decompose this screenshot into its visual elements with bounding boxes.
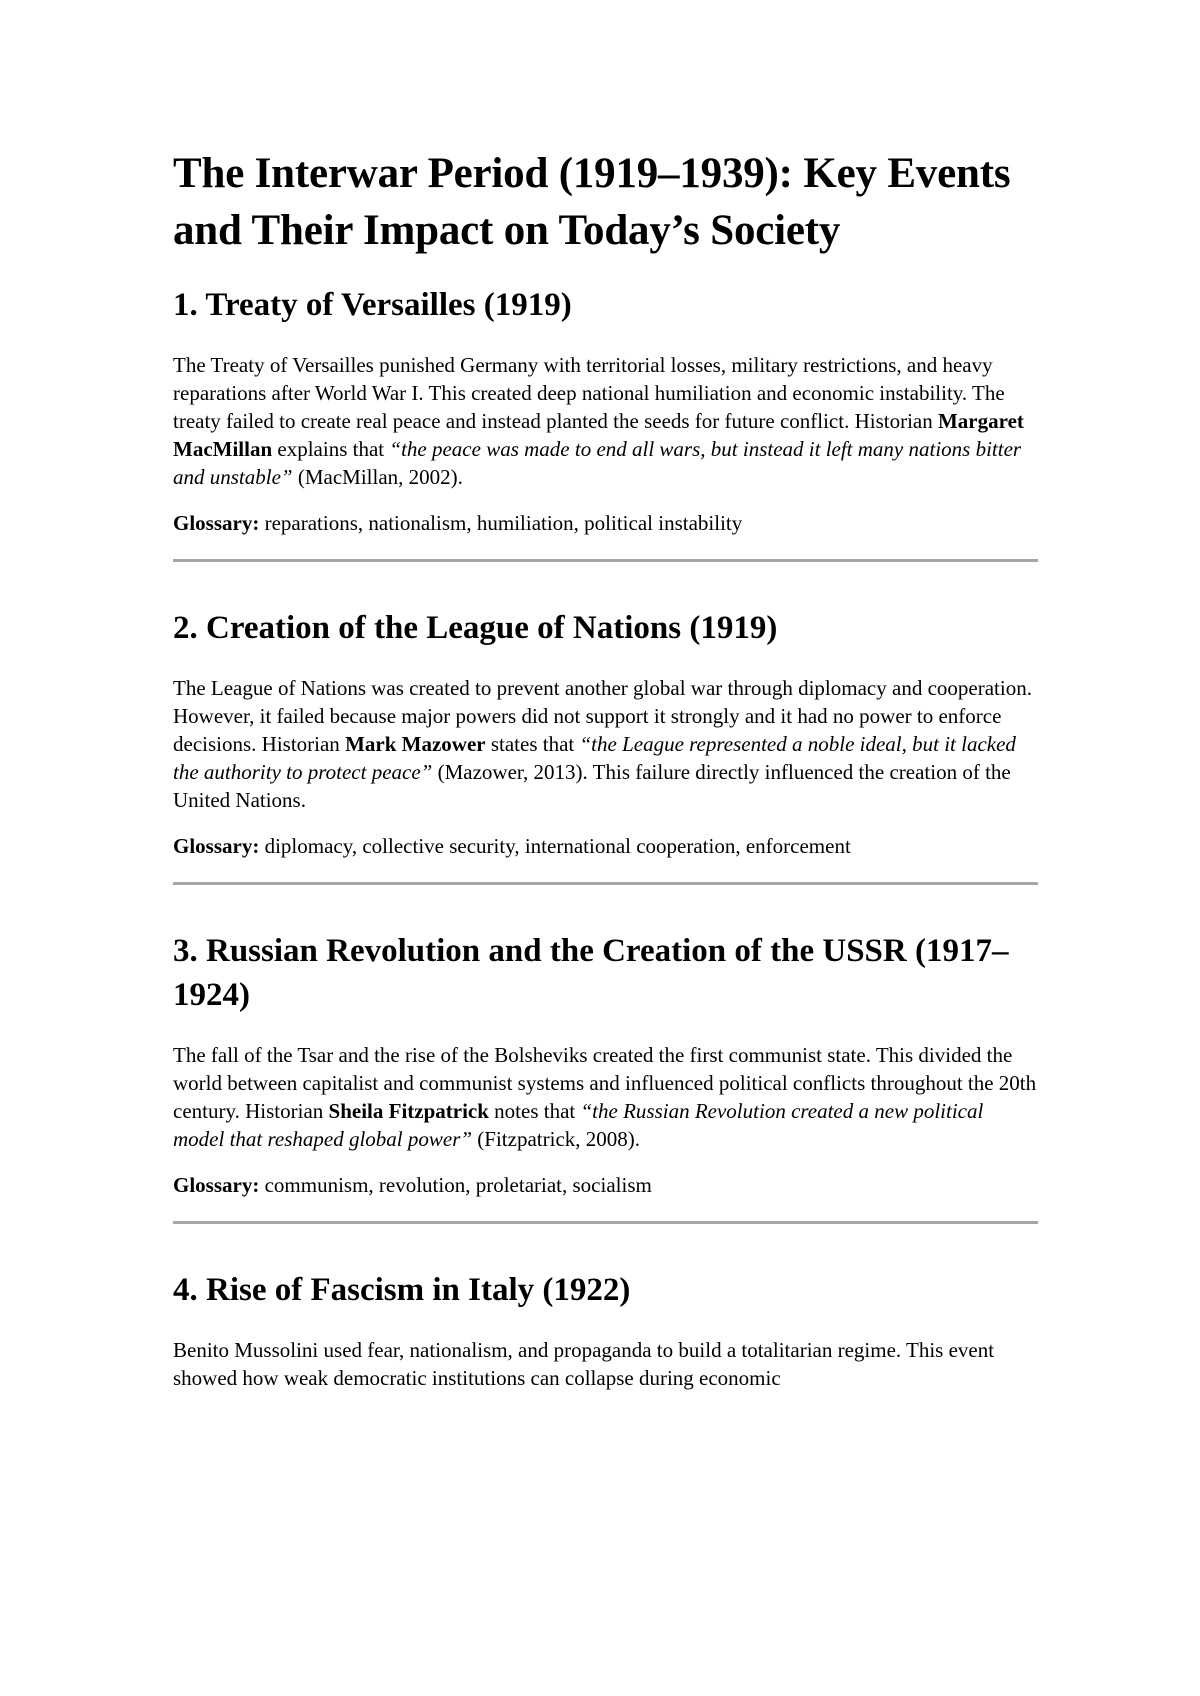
citation: (Mazower, 2013). This failure directly influenced the creation of the United Nations. <box>173 760 1011 812</box>
section-divider <box>173 1221 1038 1224</box>
section-heading-4: 4. Rise of Fascism in Italy (1922) <box>173 1272 631 1308</box>
glossary-3 <box>173 1171 1038 1199</box>
body-text: The fall of the Tsar and the rise of the Bolsheviks created the first communist state. This divided the world between capitalist and communist systems and influenced political conflicts throughout the 20th century. Historian <box>173 1043 1037 1123</box>
historian-quote: “the Russian Revolution created a new political model that reshaped global power” <box>173 1099 984 1151</box>
body-text: The Treaty of Versailles punished Germany with territorial losses, military restrictions, and heavy reparations after World War I. This created deep national humiliation and economic instability. The treaty failed to create real peace and instead planted the seeds for future conflict. Historian <box>173 353 1005 433</box>
section-heading-3: 3. Russian Revolution and the Creation of the USSR (1917–1924) <box>173 933 1009 1013</box>
body-text: explains that <box>272 437 390 461</box>
section-divider <box>173 882 1038 885</box>
body-text: states that <box>485 732 580 756</box>
glossary-label: Glossary: <box>173 1173 260 1197</box>
section-heading-1: 1. Treaty of Versailles (1919) <box>173 287 572 323</box>
section-body-2 <box>173 674 1038 814</box>
glossary-terms: communism, revolution, proletariat, socialism <box>259 1173 652 1197</box>
historian-quote: “the peace was made to end all wars, but instead it left many nations bitter and unstable” <box>173 437 1022 489</box>
section-heading-2: 2. Creation of the League of Nations (1919) <box>173 610 778 646</box>
citation: (Fitzpatrick, 2008). <box>472 1127 641 1151</box>
glossary-terms: reparations, nationalism, humiliation, political instability <box>259 511 743 535</box>
citation: (MacMillan, 2002). <box>292 465 463 489</box>
glossary-1 <box>173 509 1038 537</box>
glossary-2 <box>173 832 1038 860</box>
body-text: The League of Nations was created to prevent another global war through diplomacy and cooperation. However, it failed because major powers did not support it strongly and it had no power to enforce decisions. Historian <box>173 676 1032 756</box>
section-body-1 <box>173 351 1038 491</box>
historian-quote: “the League represented a noble ideal, but it lacked the authority to protect peace” <box>173 732 1016 784</box>
section-divider <box>173 559 1038 562</box>
glossary-label: Glossary: <box>173 511 260 535</box>
historian-name: Margaret MacMillan <box>173 409 1024 461</box>
glossary-terms: diplomacy, collective security, international cooperation, enforcement <box>259 834 851 858</box>
section-body-3 <box>173 1041 1038 1153</box>
glossary-label: Glossary: <box>173 834 260 858</box>
historian-name: Sheila Fitzpatrick <box>328 1099 489 1123</box>
body-text: notes that <box>488 1099 581 1123</box>
section-body-4: Benito Mussolini used fear, nationalism, and propaganda to build a totalitarian regime. This event showed how weak democratic institutions can collapse during economic <box>173 1338 995 1390</box>
historian-name: Mark Mazower <box>345 732 486 756</box>
document-title: The Interwar Period (1919–1939): Key Events and Their Impact on Today’s Society <box>173 150 1011 254</box>
document-page <box>173 145 1038 1392</box>
